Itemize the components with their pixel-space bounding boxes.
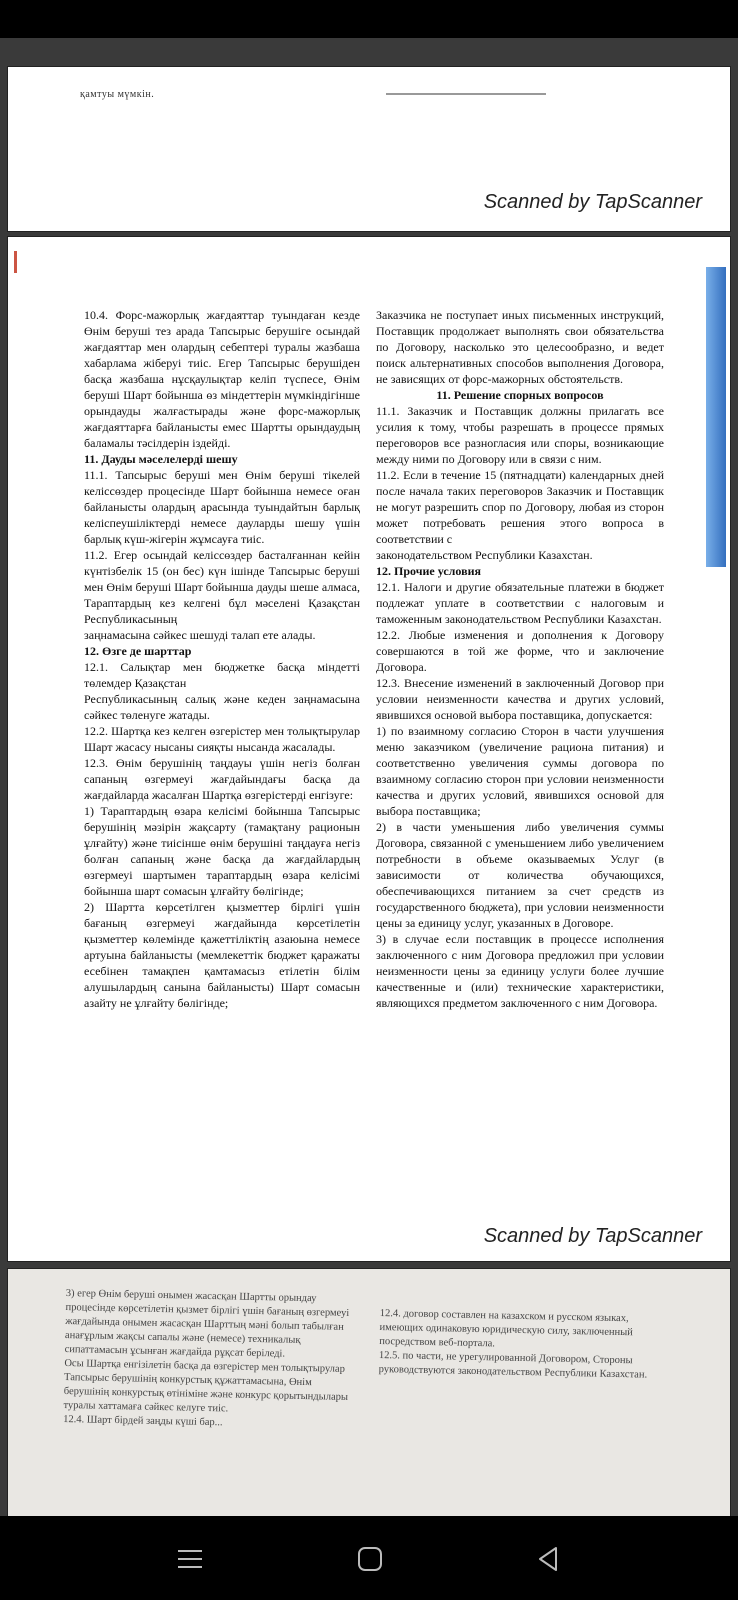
- paragraph: 11.1. Заказчик и Поставщик должны прилагать все усилия к тому, чтобы разрешать в процессе прямых переговоров все разногласия или споры, возникающие между ними по Договору или в связи с ним.: [376, 404, 664, 466]
- paragraph: Республикасының салық және кеден заңнамасына сәйкес төленуге жатады.: [84, 692, 360, 722]
- scanner-watermark: Scanned by TapScanner: [483, 1225, 702, 1247]
- menu-icon[interactable]: [170, 1544, 210, 1574]
- scanned-page-2: [7, 236, 731, 1262]
- paragraph: 11.1. Тапсырыс беруші мен Өнім беруші тікелей келіссөздер процесінде Шарт бойынша немесе оған байланысты олардың арасында туындайтын барлық келіспеушіліктерді немесе дауларды шешу үшін барлық күш-жігерін жұмсауға тиіс.: [84, 468, 360, 546]
- paragraph: 12.4. Шарт бірдей заңды күші бар...: [63, 1413, 223, 1429]
- russian-column: [379, 1307, 660, 1383]
- document-viewer[interactable]: [0, 38, 738, 1516]
- paragraph: 1) Тараптардың өзара келісімі бойынша Тапсырыс берушінің мәзірін жақсарту (тамақтану рационын ұлғайту) және тиісінше өнім берушіні таңдауға негіз болған сапаның және басқа да жағдайлардың өзгермеуі шартымен тараптардың өзара келісімі бойынша шарт сомасын ұлғайту бөлігінде;: [84, 804, 360, 898]
- scanned-page-3: [7, 1268, 731, 1516]
- navigation-bar: [0, 1516, 738, 1600]
- russian-column: [376, 307, 664, 1011]
- paragraph: 3) в случае если поставщик в процессе исполнения заключенного с ним Договора предложил при условии неизменности цены за единицу услуги более лучшие качественные и (или) технические характеристики, являющихся предметом заключенного с ним Договора.: [376, 932, 664, 1010]
- home-icon[interactable]: [350, 1544, 390, 1574]
- page-edge-shadow: [706, 267, 726, 567]
- section-heading: 12. Прочие условия: [376, 564, 481, 578]
- scanner-watermark: Scanned by TapScanner: [483, 191, 702, 213]
- section-heading: 12. Өзге де шарттар: [84, 644, 192, 658]
- paragraph: 10.4. Форс-мажорлық жағдаяттар туындаған кезде Өнім беруші тез арада Тапсырыс берушіге осындай жағдаяттар мен олардың себептері туралы жазбаша хабарлама жіберуі тиіс. Егер Тапсырыс берушіден басқа жазбаша нұсқаулықтар келіп түспесе, Өнім беруші Шарт бойынша өз міндеттерін мүмкіндігінше орындауды жалғастырады және форс-мажорлық жағдаяттарға байланысты емес Шартты орындаудың баламалы тәсілдерін іздейді.: [84, 308, 360, 450]
- section-heading: 11. Решение спорных вопросов: [436, 388, 604, 402]
- paragraph: 11.2. Егер осындай келіссөздер басталғаннан кейін күнтізбелік 15 (он бес) күн ішінде Тапсырыс беруші мен Өнім беруші Шарт бойынша дауды шеше алмаса, Тараптардың кез келгені бұл мәселені Қазақстан Республикасының: [84, 548, 360, 626]
- page-edge-mark: [14, 251, 17, 273]
- paragraph: 12.1. Налоги и другие обязательные платежи в бюджет подлежат уплате в соответствии с налоговым и таможенным законодательством Республики Казахстан.: [376, 580, 664, 626]
- paragraph: заңнамасына сәйкес шешуді талап ете алады.: [84, 628, 316, 642]
- section-heading: 11. Дауды мәселелерді шешу: [84, 452, 238, 466]
- paragraph: 12.3. Өнім берушінің таңдауы үшін негіз болған сапаның өзгермеуі жағдайындағы басқа да жағдайларда жасалған Шартқа өзгерістерді енгізуге:: [84, 756, 360, 802]
- paragraph: Заказчика не поступает иных письменных инструкций, Поставщик продолжает выполнять свои обязательства по Договору, насколько это целесообразно, и ведет поиск альтернативных способов выполнения Договора, не зависящих от форс-мажорных обстоятельств.: [376, 308, 664, 386]
- paragraph: 1) по взаимному согласию Сторон в части улучшения меню заказчиком (увеличение рациона питания) и соответственно увеличения суммы договора по взаимному согласию сторон при условии неизменности качества и других условий, явившихся основой для выбора поставщика;: [376, 724, 664, 818]
- paragraph: законодательством Республики Казахстан.: [376, 548, 593, 562]
- paragraph: 11.2. Если в течение 15 (пятнадцати) календарных дней после начала таких переговоров Заказчик и Поставщик не могут разрешить спор по Договору, любая из сторон может потребовать решения этого вопроса в соответствии с: [376, 468, 664, 546]
- status-bar: [0, 0, 738, 38]
- paragraph: 12.1. Салықтар мен бюджетке басқа міндетті төлемдер Қазақстан: [84, 660, 360, 690]
- page-fragment-line: [386, 93, 546, 95]
- paragraph: 2) в части уменьшения либо увеличения суммы Договора, связанной с уменьшением либо увеличением потребности в объеме оказываемых Услуг (в зависимости от количества обучающихся, обеспечивающихся питанием за счет средств из государственного бюджета), при условии неизменности цены за единицу услуг, указанных в Договоре.: [376, 820, 664, 930]
- paragraph: 12.4. договор составлен на казахском и русском языках, имеющих одинаковую юридическую силу, заключенный посредством веб-портала.: [379, 1307, 633, 1350]
- scanned-page-1: [7, 66, 731, 232]
- paragraph: 12.5. по части, не урегулированной Договором, Стороны руководствуются законодательством Республики Казахстан.: [378, 1349, 648, 1381]
- kazakh-column: [63, 1287, 356, 1433]
- kazakh-column: [84, 307, 360, 1011]
- paragraph: 12.2. Шартқа кез келген өзгерістер мен толықтырулар Шарт жасасу нысаны сияқты нысанда жасалады.: [84, 724, 360, 754]
- paragraph: Осы Шартқа енгізілетін басқа да өзгерістер мен толықтырулар Тапсырыс берушінің конкурстық құжаттамасына, Өнім берушінің конкурстық өтініміне және конкурс қорытындылары туралы хаттамаға сәйкес келуге тиіс.: [63, 1357, 349, 1415]
- paragraph: 12.2. Любые изменения и дополнения к Договору совершаются в той же форме, что и заключение Договора.: [376, 628, 664, 674]
- page-fragment-text: қамтуы мүмкін.: [80, 89, 155, 100]
- paragraph: 3) егер Өнім беруші онымен жасасқан Шартты орындау процесінде көрсетілетін қызмет бірлігі үшін бағаның өзгермеуі жағдайында онымен жасасқан Шарттың мәні болып табылған анағұрлым жақсы сапалы және (немесе) техникалық сипаттамасын ұсынған жағдайда рұқсат беріледі.: [64, 1287, 350, 1360]
- back-icon[interactable]: [528, 1544, 568, 1574]
- paragraph: 2) Шартта көрсетілген қызметтер бірлігі үшін бағаның өзгермеуі жағдайында көрсетілетін қызметтер көлемінде қажеттіліктің азаюына немесе артуына байланысты (мемлекеттік бюджет қаражаты есебінен тамақпен қамтамасыз етілетін білім алушылардың санына байланысты) Шарт сомасын азайту не ұлғайту бөлігінде;: [84, 900, 360, 1010]
- paragraph: 12.3. Внесение изменений в заключенный Договор при условии неизменности качества и других условий, явившихся основой выбора поставщика, допускается:: [376, 676, 664, 722]
